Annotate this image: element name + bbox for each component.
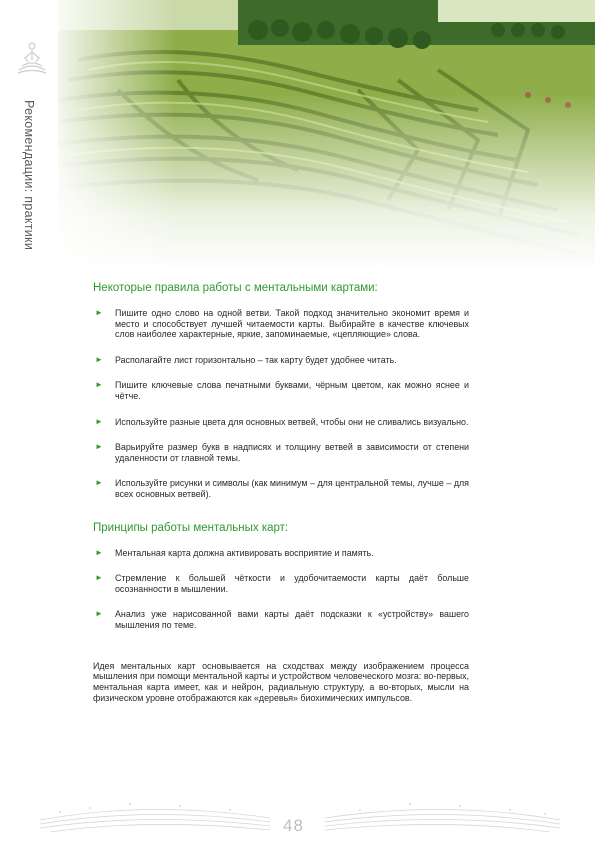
- side-title: Рекомендации: практики: [22, 100, 36, 251]
- triangle-bullet-icon: ►: [95, 573, 103, 583]
- list-item: ► Используйте разные цвета для основных ветвей, чтобы они не сливались визуально.: [95, 416, 469, 427]
- list-item: ► Располагайте лист горизонтально – так карту будет удобнее читать.: [95, 354, 397, 365]
- hedge-maze-image: [58, 0, 595, 270]
- triangle-bullet-icon: ►: [95, 609, 103, 619]
- triangle-bullet-icon: ►: [95, 547, 103, 557]
- list-item: ► Стремление к большей чёткости и удобочитаемости карты даёт больше осознанности в мышлении.: [95, 573, 469, 594]
- section1-title: Некоторые правила работы с ментальными картами:: [93, 282, 378, 294]
- body-paragraph: Идея ментальных карт основывается на сходствах между изображением процесса мышления при помощи ментальной карты и устройством человеческого мозга: во-первых, ментальная карта имеет, как и нейрон, радиальную структуру, а во-вторых, мысли на физическом уровне отображаются как «деревья» биохимических импульсов.: [93, 660, 469, 703]
- list-item: ► Пишите одно слово на одной ветви. Такой подход значительно экономит время и место и способствует лучшей читаемости карты. Выбирайте в качестве ключевых слов наиболее характерные, яркие, запоминаемые, «цепляющие» слова.: [95, 308, 469, 340]
- list-item: ► Ментальная карта должна активировать восприятие и память.: [95, 547, 374, 558]
- rules-list: [93, 308, 469, 500]
- triangle-bullet-icon: ►: [95, 478, 103, 488]
- page-number: 48: [283, 816, 304, 835]
- triangle-bullet-icon: ►: [95, 416, 103, 426]
- section2-title: Принципы работы ментальных карт:: [93, 521, 289, 534]
- list-item: ► Варьируйте размер букв в надписях и толщину ветвей в зависимости от степени удаленности от главной темы.: [95, 442, 469, 463]
- principles-list: [93, 548, 469, 631]
- triangle-bullet-icon: ►: [95, 380, 103, 390]
- list-item: ► Анализ уже нарисованной вами карты даёт подсказки к «устройству» вашего мышления по теме.: [95, 609, 469, 630]
- triangle-bullet-icon: ►: [95, 442, 103, 452]
- main-content: [93, 282, 469, 713]
- triangle-bullet-icon: ►: [95, 354, 103, 364]
- list-item: ► Пишите ключевые слова печатными буквами, чёрным цветом, как можно яснее и чётче.: [95, 380, 469, 401]
- list-item: ► Используйте рисунки и символы (как минимум – для центральной темы, лучше – для всех основных ветвей).: [95, 478, 469, 499]
- meditation-lotus-icon: [16, 40, 48, 76]
- triangle-bullet-icon: ►: [95, 308, 103, 317]
